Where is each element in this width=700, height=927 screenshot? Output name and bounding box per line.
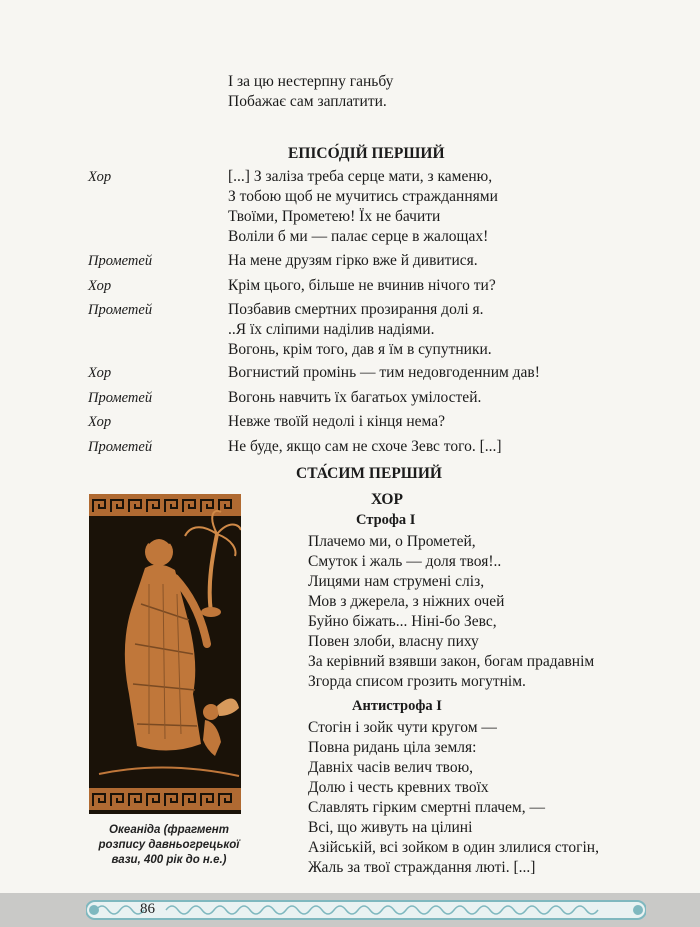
dialogue-line: Вогонь навчить їх багатьох умілостей. bbox=[228, 389, 482, 406]
speaker-label: Хор bbox=[88, 169, 112, 185]
verse-line: Давніх часів велич твою, bbox=[308, 759, 474, 776]
speaker-label: Хор bbox=[88, 365, 112, 381]
dialogue-line: Позбавив смертних прозирання долі я. bbox=[228, 301, 484, 318]
dialogue-line: Воліли б ми — палає серце в жалощах! bbox=[228, 228, 489, 245]
dialogue-line: [...] З заліза треба серце мати, з каменю, bbox=[228, 168, 493, 185]
verse-line: Мов з джерела, з ніжних очей bbox=[308, 593, 505, 610]
verse-line: Стогін і зойк чути кругом — bbox=[308, 719, 497, 736]
episode-heading: ЕПІСО́ДІЙ ПЕРШИЙ bbox=[288, 145, 445, 162]
dialogue-line: Вогонь, крім того, дав я їм в супутники. bbox=[228, 341, 492, 358]
verse-line: Славлять гірким смертні плачем, — bbox=[308, 799, 545, 816]
verse-line: Повна ридань ціла земля: bbox=[308, 739, 477, 756]
antistrophe-heading: Антистрофа І bbox=[352, 698, 442, 714]
stasimon-heading: СТА́СИМ ПЕРШИЙ bbox=[296, 465, 442, 482]
verse-line: Згорда списом грозить могутнім. bbox=[308, 673, 526, 690]
verse-line: Повен злоби, власну пиху bbox=[308, 633, 479, 650]
verse-line: Жаль за твої страждання люті. [...] bbox=[308, 859, 536, 876]
caption-line: розпису давньогрецької bbox=[98, 839, 240, 851]
verse-line: Смуток і жаль — доля твоя!.. bbox=[308, 553, 502, 570]
verse-line: Всі, що живуть на цілині bbox=[308, 819, 473, 836]
dialogue-line: ..Я їх сліпими наділив надіями. bbox=[228, 321, 435, 338]
caption-line: вази, 400 рік до н.е.) bbox=[111, 854, 227, 866]
verse-line: Лицями нам струмені сліз, bbox=[308, 573, 485, 590]
dialogue-line: З тобою щоб не мучитись стражданнями bbox=[228, 188, 498, 205]
speaker-label: Прометей bbox=[88, 439, 153, 455]
ornament-border-icon bbox=[86, 895, 646, 925]
speaker-label: Прометей bbox=[88, 253, 153, 269]
intro-line: І за цю нестерпну ганьбу bbox=[228, 73, 394, 90]
caption-line: Океаніда (фрагмент bbox=[109, 824, 229, 836]
intro-line: Побажає сам заплатити. bbox=[228, 93, 387, 110]
verse-line: Плачемо ми, о Прометей, bbox=[308, 533, 476, 550]
figure-caption bbox=[80, 823, 258, 868]
page-number: 86 bbox=[140, 901, 155, 917]
speaker-label: Прометей bbox=[88, 390, 153, 406]
dialogue-line: На мене друзям гірко вже й дивитися. bbox=[228, 252, 478, 269]
verse-line: За керівний взявши закон, богам прадавнім bbox=[308, 653, 595, 670]
verse-line: Долю і честь кревних твоїх bbox=[308, 779, 489, 796]
dialogue-line: Вогнистий промінь — тим недовгоденним дав! bbox=[228, 364, 540, 381]
speaker-label: Хор bbox=[88, 278, 112, 294]
verse-line: Буйно біжать... Ніні-бо Зевс, bbox=[308, 613, 497, 630]
dialogue-line: Крім цього, більше не вчинив нічого ти? bbox=[228, 277, 496, 294]
vase-painting-image bbox=[89, 494, 241, 814]
speaker-label: Хор bbox=[88, 414, 112, 430]
speaker-label: Прометей bbox=[88, 302, 153, 318]
dialogue-line: Не буде, якщо сам не схоче Зевс того. [...] bbox=[228, 438, 502, 455]
verse-line: Азійській, всі зойком в один злилися стогін, bbox=[308, 839, 599, 856]
chorus-label: ХОР bbox=[371, 491, 403, 508]
dialogue-line: Невже твоїй недолі і кінця нема? bbox=[228, 413, 445, 430]
strophe-heading: Строфа І bbox=[356, 512, 416, 528]
dialogue-line: Твоїми, Прометею! Їх не бачити bbox=[228, 208, 441, 225]
